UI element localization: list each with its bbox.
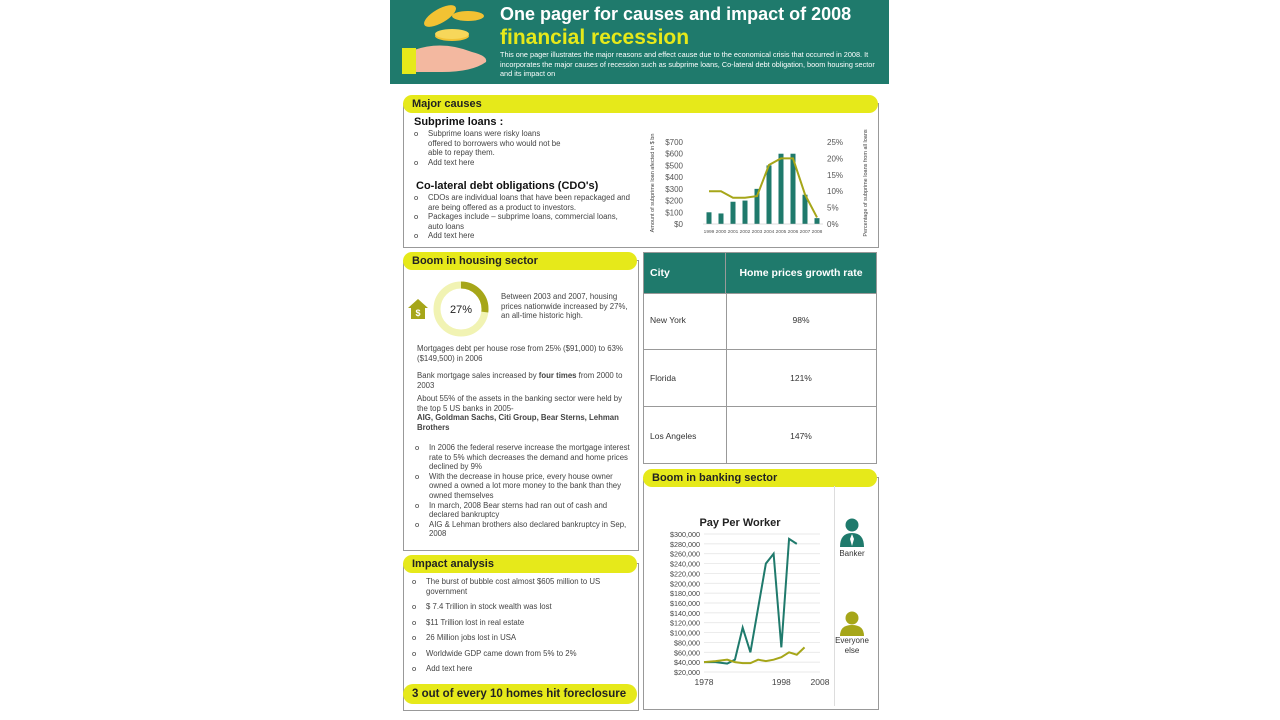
x-tick-label: 2008 [811,230,823,235]
y2-tick-label: 10% [827,187,844,197]
impact-list [412,577,622,674]
y-tick-label: $240,000 [670,559,700,569]
list-item: o Add text here [414,158,564,168]
list-item: o In march, 2008 Bear sterns had ran out of cash and declared bankruptcy [415,501,637,520]
y-tick-label: $100 [665,208,683,218]
y-tick-label: $40,000 [674,658,700,668]
y-tick-label: $300 [665,184,683,194]
house-money-icon [406,297,430,321]
table-cell: 147% [790,431,812,441]
major-causes-label: Major causes [403,95,878,113]
list-item: o 26 Million jobs lost in USA [412,633,622,643]
x-tick-label: 1978 [694,677,714,687]
x-tick-label: 1998 [771,677,791,687]
x-tick-label: 2005 [775,230,787,235]
y-tick-label: $280,000 [670,539,700,549]
y-tick-label: $160,000 [670,599,700,608]
y-tick-label: $300,000 [670,530,700,539]
bar [707,212,712,224]
y-tick-label: $120,000 [670,618,700,628]
subprime-chart [645,122,875,242]
bank-sales-text: Bank mortgage sales increased by four times from 2000 to 2003 [417,371,623,390]
list-item: o $ 7.4 Trillion in stock wealth was lost [412,602,622,612]
bar [767,165,772,224]
table-cell: Los Angeles [650,431,697,441]
y-tick-label: $200 [665,196,683,206]
list-item: o Add text here [412,664,622,674]
bar [719,213,724,224]
mortgage-debt-text: Mortgages debt per house rose from 25% ($91,000) to 63% ($149,500) in 2006 [417,344,623,363]
title-line-2: financial recession [500,26,690,49]
title-line-1: One pager for causes and impact of 2008 [500,4,852,24]
y-tick-label: $200,000 [670,579,700,589]
list-item: o Add text here [414,231,634,241]
table-cell: 121% [790,373,812,383]
housing-bullets [415,443,637,539]
x-tick-label: 2006 [787,230,799,235]
legend-everyone: Everyone else [835,636,869,655]
x-tick-label: 2003 [751,230,763,235]
y2-tick-label: 5% [827,203,839,213]
housing-growth-donut [431,279,491,339]
y-tick-label: $220,000 [670,569,700,579]
table-cell: New York [650,315,686,325]
x-tick-label: 2001 [727,230,739,235]
y-tick-label: $180,000 [670,589,700,599]
city-table [643,252,877,464]
y2-tick-label: 25% [827,138,844,147]
x-tick-label: 2004 [763,230,775,235]
bar [731,202,736,224]
svg-text:$: $ [415,308,421,318]
y-tick-label: $700 [665,138,683,147]
y-tick-label: $600 [665,149,683,159]
bar [743,201,748,224]
x-tick-label: 2008 [810,677,830,687]
y-tick-label: $80,000 [674,638,700,648]
y2-tick-label: 20% [827,154,844,164]
line-series-banker [704,539,797,664]
header-description: This one pager illustrates the major reasons and effect cause due to the economical crisis that occurred in 2008. It incorporates the major causes of recession such as subprime loans, Co-lateral debt obligation, boom housing sector and its impact on [500,50,875,78]
x-tick-label: 1999 [703,230,715,235]
cdo-heading: Co-lateral debt obligations (CDO's) [416,180,599,192]
y2-tick-label: 0% [827,220,839,229]
one-pager [390,0,889,720]
x-tick-label: 2002 [739,230,751,235]
banking-label: Boom in banking sector [643,469,877,487]
legend-banker: Banker [839,549,865,558]
y2-axis-label: Percentage of subprime loans from all loans [863,129,869,237]
donut-text: Between 2003 and 2007, housing prices nationwide increased by 27%, an all-time historic high. [501,292,628,321]
list-item: o In 2006 the federal reserve increase the mortgage interest rate to 5% which decreases the demand and home prices declined by 9% [415,443,637,472]
housing-label: Boom in housing sector [403,252,637,270]
subprime-list [414,129,564,167]
table-header-growth: Home prices growth rate [726,253,876,293]
y-axis-label: Amount of subprime loan afected in $ bn [650,133,656,233]
table-header-city: City [644,253,726,293]
list-item: o Subprime loans were risky loans offered to borrowers who would not be able to repay them. [414,129,564,158]
line-series [709,158,817,217]
foreclosure-banner: 3 out of every 10 homes hit foreclosure [403,684,637,704]
table-cell: Florida [650,373,676,383]
everyone-person-icon [838,610,866,636]
list-item: o CDOs are individual loans that have been repackaged and are being offered as a product to investors. [414,193,634,212]
line-series-everyone [704,647,805,663]
y-tick-label: $60,000 [674,648,700,658]
list-item: o The burst of bubble cost almost $605 million to US government [412,577,622,597]
y-tick-label: $500 [665,161,683,171]
banking-assets-text: About 55% of the assets in the banking sector were held by the top 5 US banks in 2005- AIG, Goldman Sachs, Citi Group, Bear Sterns, Lehman Brothers [417,394,623,432]
y2-tick-label: 15% [827,170,844,180]
list-item: o Worldwide GDP came down from 5% to 2% [412,649,622,659]
list-item: o With the decrease in house price, every house owner owned a owned a lot more money to the bank than they owned themselves [415,472,637,501]
header-banner [390,0,889,84]
impact-label: Impact analysis [403,555,637,573]
list-item: o AIG & Lehman brothers also declared bankruptcy in Sep, 2008 [415,520,637,539]
table-cell: 98% [792,315,810,325]
subprime-heading: Subprime loans : [414,116,504,128]
coin-hand-illustration [402,0,502,84]
bar [779,154,784,224]
y-tick-label: $140,000 [670,608,700,618]
cdo-list [414,193,634,241]
y-tick-label: $400 [665,173,683,183]
list-item: o Packages include – subprime loans, commercial loans, auto loans [414,212,634,231]
x-tick-label: 2007 [799,230,811,235]
pay-per-worker-chart [644,484,834,706]
y-tick-label: $260,000 [670,549,700,559]
banker-person-icon [838,517,866,547]
bar [815,218,820,224]
x-tick-label: 2000 [715,230,727,235]
y-tick-label: $100,000 [670,628,700,638]
y-tick-label: $20,000 [674,668,700,677]
y-tick-label: $0 [674,220,683,229]
donut-value: 27% [449,304,473,316]
chart-title: Pay Per Worker [699,517,781,529]
list-item: o $11 Trillion lost in real estate [412,618,622,628]
